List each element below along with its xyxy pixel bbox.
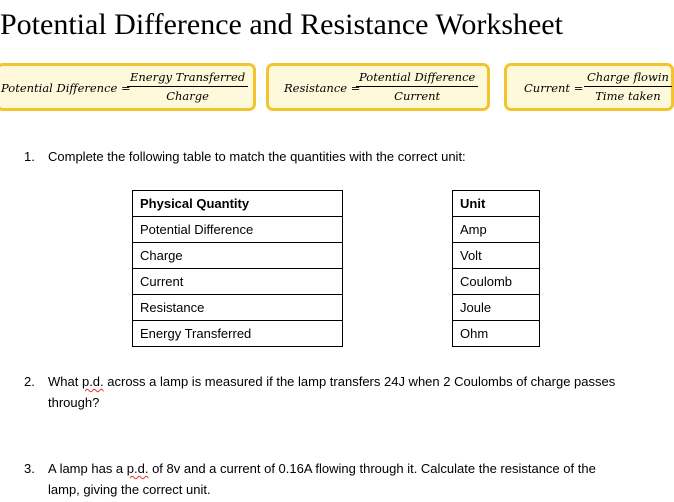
table-row (453, 217, 540, 243)
question-number: 2. (24, 374, 35, 389)
question-text-line-2: lamp, giving the correct unit. (48, 482, 211, 497)
question-number: 3. (24, 461, 35, 476)
formula-numerator: Energy Transferred (127, 70, 248, 87)
table-cell: Charge (133, 243, 343, 269)
table-header-cell: Unit (453, 191, 540, 217)
formula-fraction (127, 70, 248, 103)
page-title: Potential Difference and Resistance Worksheet (0, 8, 563, 41)
question-text (48, 371, 615, 392)
table-cell: Resistance (133, 295, 343, 321)
question-3 (24, 458, 654, 502)
table-header-cell: Physical Quantity (133, 191, 343, 217)
question-text-start: A lamp has a (48, 461, 127, 476)
question-text-end: of 8v and a current of 0.16A flowing through it. Calculate the resistance of the (148, 461, 596, 476)
table-cell: Ohm (453, 321, 540, 347)
table-row (133, 217, 343, 243)
table-cell: Energy Transferred (133, 321, 343, 347)
table-row (133, 295, 343, 321)
question-text: Complete the following table to match the quantities with the correct unit: (48, 149, 466, 164)
table-header-row (133, 191, 343, 217)
table-cell: Current (133, 269, 343, 295)
formula-lhs: Potential Difference = (1, 81, 131, 95)
question-text (48, 458, 596, 479)
question-number: 1. (24, 149, 35, 164)
table-row (453, 269, 540, 295)
formula-denominator: Current (394, 89, 441, 103)
question-1 (24, 146, 654, 168)
spelling-flagged-word: p.d. (126, 461, 149, 476)
table-cell: Volt (453, 243, 540, 269)
table-row (133, 321, 343, 347)
unit-table (452, 190, 540, 347)
table-cell: Coulomb (453, 269, 540, 295)
table-row (453, 243, 540, 269)
table-row (453, 321, 540, 347)
formula-fraction (356, 70, 478, 103)
formula-denominator: Charge (166, 89, 209, 103)
formula-fraction (584, 70, 672, 103)
question-text-start: What (48, 374, 82, 389)
table-row (133, 243, 343, 269)
question-text-end: across a lamp is measured if the lamp transfers 24J when 2 Coulombs of charge passes (103, 374, 616, 389)
table-row (453, 295, 540, 321)
formula-box-resistance (266, 63, 490, 111)
formula-lhs: Current = (524, 81, 584, 95)
formula-numerator: Charge flowin (584, 70, 672, 87)
table-header-row (453, 191, 540, 217)
spelling-flagged-word: p.d. (81, 374, 104, 389)
table-cell: Joule (453, 295, 540, 321)
question-text-line-2: through? (48, 395, 100, 410)
formula-box-potential-difference (0, 63, 256, 111)
quantity-table (132, 190, 343, 347)
formula-numerator: Potential Difference (356, 70, 478, 87)
question-2 (24, 371, 654, 415)
table-row (133, 269, 343, 295)
table-cell: Potential Difference (133, 217, 343, 243)
formula-lhs: Resistance = (284, 81, 361, 95)
formula-box-current (504, 63, 674, 111)
table-cell: Amp (453, 217, 540, 243)
formula-denominator: Time taken (595, 89, 661, 103)
